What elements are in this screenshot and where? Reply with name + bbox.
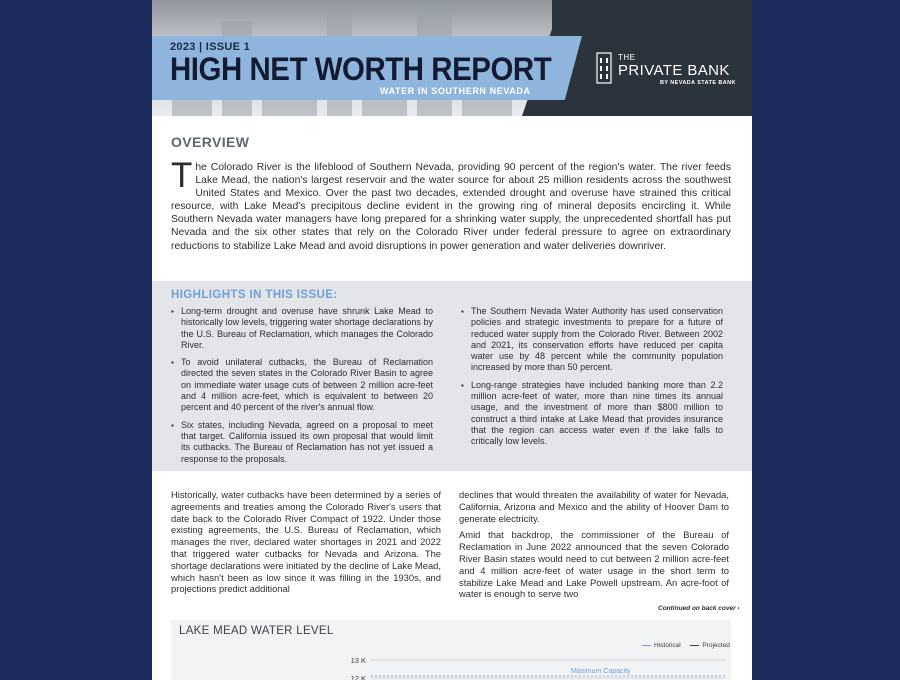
drop-cap: T <box>171 156 193 195</box>
legend-projected-swatch <box>690 645 699 647</box>
chart-title: LAKE MEAD WATER LEVEL <box>179 625 334 637</box>
highlights-right-list <box>461 306 723 454</box>
chart-legend <box>642 642 730 649</box>
logo-name: PRIVATE BANK <box>618 62 730 79</box>
body-paragraph: Amid that backdrop, the commissioner of the Bureau of Reclamation in June 2022 announced that the seven Colorado River Basin states would need to cut between 2 million acre-feet and 4 million acre-feet of water usage in the short term to stabilize Lake Mead and Lake Powell upstream. An acre-foot of water is enough to serve two <box>459 529 729 600</box>
report-title: HIGH NET WORTH REPORT <box>170 51 552 87</box>
header-dark-panel <box>552 0 752 116</box>
legend-historical-swatch <box>642 645 651 647</box>
y-tick-label: 12 K <box>350 674 366 680</box>
legend-projected-label: Projected <box>702 642 730 649</box>
highlight-item: ▪ To avoid unilateral cutbacks, the Bureau of Reclamation directed the seven states in the Colorado River Basin to agree on immediate water usage cuts of between 2 million acre-feet and 4 million acre-feet, which is equivalent to between 20 percent and 40 percent of the river's annual flow. <box>171 357 433 413</box>
max-capacity-annotation: Maximum Capacity <box>571 668 631 675</box>
overview-heading: OVERVIEW <box>171 134 250 150</box>
highlights-heading: HIGHLIGHTS IN THIS ISSUE: <box>171 289 338 301</box>
report-page <box>152 0 752 680</box>
report-subtitle: WATER IN SOUTHERN NEVADA <box>380 86 531 96</box>
chart-plot <box>171 650 731 680</box>
body-paragraph: Historically, water cutbacks have been determined by a series of agreements and treaties among the Colorado River's users that date back to the Colorado River Compact of 1922. Under those existing agreements, the U.S. Bureau of Reclamation, which manages the river, declared water shortages in 2021 and 2022 that triggered water cutbacks for Nevada and Arizona. The shortage declarations were initiated by the decline of Lake Mead, which hasn't been as low since it was filling in the 1930s, and projections predict additional <box>171 489 441 595</box>
body-right-column <box>459 489 729 605</box>
highlight-item: ▪ Long-term drought and overuse have shrunk Lake Mead to historically low levels, triggering water shortage declarations by the U.S. Bureau of Reclamation, which manages the Colorado River. <box>171 306 433 351</box>
bank-logo-icon <box>596 52 612 84</box>
legend-historical-label: Historical <box>654 642 681 649</box>
logo-subtitle: BY NEVADA STATE BANK <box>660 80 736 86</box>
body-paragraph: declines that would threaten the availability of water for Nevada, California, Arizona and Mexico and the ability of Hoover Dam to generate electricity. <box>459 489 729 524</box>
y-tick-label: 13 K <box>350 656 366 665</box>
highlight-item: ▪ The Southern Nevada Water Authority has used conservation policies and strategic investments to prepare for a future of reduced water supply from the Colorado River. Between 2002 and 2021, its conservation efforts have reduced per capita water use by 48 percent while the community population increased by more than 50 percent. <box>461 306 723 374</box>
logo-the: THE <box>618 53 636 62</box>
overview-paragraph <box>171 156 731 253</box>
overview-text: he Colorado River is the lifeblood of Southern Nevada, providing 90 percent of the region's water. The river feeds Lake Mead, the nation's largest reservoir and the water source for about 25 million residents across the southwest United States and Mexico. Over the past two decades, extended drought and overuse have strained this critical resource, with Lake Mead's precipitous decline evident in the growing ring of mineral deposits encircling it. While Southern Nevada water managers have long prepared for a shrinking water supply, the unprecedented shortfall has put Nevada and the six other states that rely on the Colorado River under federal pressure to agree on extraordinary reductions to stabilize Lake Mead and avoid disruptions in power generation and water deliveries downriver. <box>171 162 731 252</box>
highlight-item: ▪ Long-range strategies have included banking more than 2.2 million acre-feet of water, more than nine times its annual usage, and the investment of more than $800 million to construct a third intake at Lake Mead that provides insurance that the region can access water even if the lake falls to critically low levels. <box>461 380 723 448</box>
highlight-item: ▪ Six states, including Nevada, agreed on a proposal to meet that target. California issued its own proposal that would limit its cutbacks. The Bureau of Reclamation has not yet issued a response to the proposals. <box>171 420 433 465</box>
highlights-left-list <box>171 306 433 471</box>
issue-label: 2023 | ISSUE 1 <box>170 41 251 53</box>
body-left-column <box>171 489 441 600</box>
continued-note: Continued on back cover › <box>658 605 740 612</box>
